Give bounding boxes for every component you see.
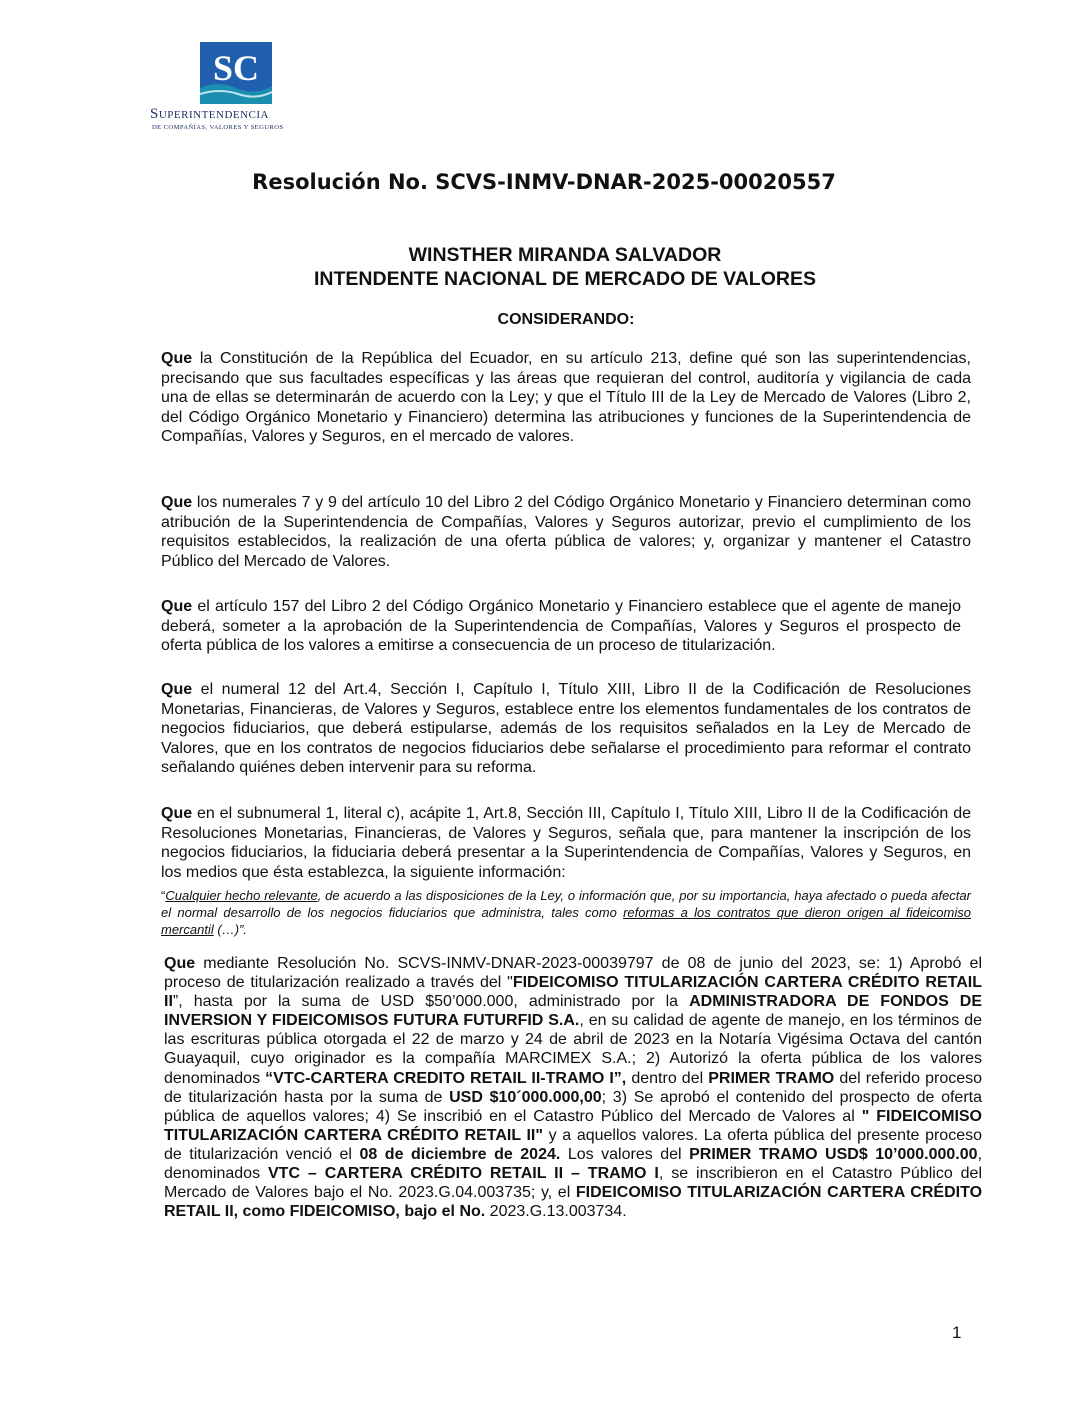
text-segment: , en su calidad de agente de manejo, en los términos de las escrituras pública otorgada el 22 de marzo y 24 de abril de 2023 en la Notaría Vigésima Octava del cantón Guayaquil, cuyo originador es la compañía MARCIMEX S.A.; 2) Autorizó la oferta pública de los valores denominados (164, 1012, 983, 1087)
text-segment: ”, hasta por la suma de USD $50’000.000, administrado por la (172, 993, 690, 1011)
paragraph-6 (164, 954, 982, 1221)
quote-underlined-1: Cualquier hecho relevante (165, 888, 318, 903)
text-segment: y a aquellos valores. La oferta pública del presente proceso de titularización venció el (164, 1126, 983, 1163)
paragraph-3 (161, 597, 961, 656)
quote-open: “ (161, 888, 166, 903)
paragraph-text: la Constitución de la República del Ecuador, en su artículo 213, define qué son las superintendencias, precisando que sus facultades específicas y las áreas que requieran del control, auditoría y vigilancia de cada una de ellas se determinarán de acuerdo con la Ley; y que el Título III de la Ley de Mercado de Valores (Libro 2, del Código Orgánico Monetario y Financiero) determina las atribuciones y funciones de la Superintendencia de Compañías, Valores y Seguros, en el mercado de valores. (161, 350, 971, 445)
paragraph-text: en el subnumeral 1, literal c), acápite 1, Art.8, Sección III, Capítulo I, Título XIII, Libro II de la Codificación de Resoluciones Monetarias, Financieras, de Valores y Seguros, señala que, para mantener la inscripción de los negocios fiduciarios, la fiduciaria deberá presentar a la Superintendencia de Compañías, Valores y Seguros, en los medios que ésta establezca, la siguiente información: (161, 805, 971, 881)
text-segment: 2023.G.13.003734. (485, 1203, 627, 1221)
bold-segment: VTC – CARTERA CRÉDITO RETAIL II – TRAMO I (268, 1165, 659, 1183)
bold-segment: USD $10´000.000,00 (449, 1088, 602, 1106)
bold-segment: " FIDEICOMISO TITULARIZACIÓN CARTERA CRÉDITO RETAIL II" (164, 1107, 983, 1144)
que-lead: Que (161, 681, 193, 698)
logo-subtitle: DE COMPAÑÍAS, VALORES Y SEGUROS (152, 124, 284, 131)
bold-segment: “VTC-CARTERA CREDITO RETAIL II-TRAMO I”, (265, 1069, 627, 1087)
bold-segment: PRIMER TRAMO USD$ 10’000.000.00 (689, 1145, 978, 1163)
quote-underlined-2: reformas a los contratos que dieron origen al fideicomiso mercantil (161, 905, 971, 937)
considerando-heading: CONSIDERANDO: (497, 311, 635, 328)
que-lead: Que (161, 805, 193, 822)
bold-segment: PRIMER TRAMO (708, 1069, 835, 1087)
paragraph-5 (161, 804, 971, 882)
logo-wordmark: Superintendencia (150, 106, 269, 122)
official-title: INTENDENTE NACIONAL DE MERCADO DE VALORES (314, 268, 816, 290)
bold-segment: FIDEICOMISO TITULARIZACIÓN CARTERA CRÉDITO RETAIL II, como FIDEICOMISO, bajo el No. (164, 1184, 983, 1221)
sc-logo-icon (200, 42, 272, 104)
paragraph-1 (161, 349, 971, 447)
paragraph-4 (161, 680, 971, 778)
text-segment: dentro del (626, 1069, 709, 1087)
paragraph-text: los numerales 7 y 9 del artículo 10 del Libro 2 del Código Orgánico Monetario y Financiero determinan como atribución de la Superintendencia de Compañías, Valores y Seguros autorizar, previo el cumplimiento de los requisitos establecidos, la realización de una oferta pública de valores; y, organizar y mantener el Catastro Público del Mercado de Valores. (161, 494, 971, 570)
page-number: 1 (952, 1323, 962, 1342)
paragraph-text: el artículo 157 del Libro 2 del Código Orgánico Monetario y Financiero establece que el agente de manejo deberá, someter a la aprobación de la Superintendencia de Compañías, Valores y Seguros el prospecto de oferta pública de los valores a emitirse a consecuencia de un proceso de titularización. (161, 598, 961, 654)
bold-segment: ADMINISTRADORA DE FONDOS DE INVERSION Y FIDEICOMISOS FUTURA FUTURFID S.A. (164, 993, 983, 1030)
text-segment: Los valores del (560, 1145, 690, 1163)
que-lead: Que (164, 955, 196, 972)
superintendencia-logo (150, 42, 330, 134)
que-lead: Que (161, 598, 193, 615)
paragraph-text: el numeral 12 del Art.4, Sección I, Capítulo I, Título XIII, Libro II de la Codificación de Resoluciones Monetarias, Financieras, de Valores y Seguros, establece entre los elementos fundamentales de los contratos de negocios fiduciarios, que deberá estipularse, además de los requisitos señalados en la Ley de Mercado de Valores, que en los contratos de negocios fiduciarios debe señalarse el procedimiento para reformar el contrato señalando quiénes deben intervenir para su reforma. (161, 681, 971, 776)
official-name: WINSTHER MIRANDA SALVADOR (408, 244, 722, 266)
legal-quote (161, 887, 971, 938)
quote-text-2: (…)”. (213, 922, 247, 937)
text-segment: ; 3) Se aprobó el contenido del prospecto de oferta pública de aquellos valores; 4) Se inscribió en el Catastro Público del Mercado de Valores al (164, 1088, 982, 1125)
que-lead: Que (161, 494, 193, 511)
text-segment: , se inscribieron en el Catastro Público del Mercado de Valores bajo el No. 2023.G.04.003735; y, el (164, 1165, 983, 1202)
text-segment: mediante Resolución No. SCVS-INMV-DNAR-2023-00039797 de 08 de junio del 2023, se: 1) Aprobó el proceso de titularización realizado a través del " (164, 955, 982, 992)
svg-text:SC: SC (212, 48, 260, 88)
text-segment: , denominados (164, 1145, 983, 1183)
bold-segment: 08 de diciembre de 2024. (359, 1145, 561, 1163)
text-segment: del referido proceso de titularización hasta por la suma de (164, 1069, 983, 1106)
bold-segment: FIDEICOMISO TITULARIZACIÓN CARTERA CRÉDITO RETAIL II (164, 974, 982, 1011)
resolution-title: Resolución No. SCVS-INMV-DNAR-2025-00020557 (252, 170, 836, 194)
quote-text-1: , de acuerdo a las disposiciones de la Ley, o información que, por su importancia, haya afectado o pueda afectar el normal desarrollo de los negocios fiduciarios que administra, tales como (161, 888, 971, 920)
que-lead: Que (161, 350, 193, 367)
paragraph-2 (161, 493, 971, 571)
